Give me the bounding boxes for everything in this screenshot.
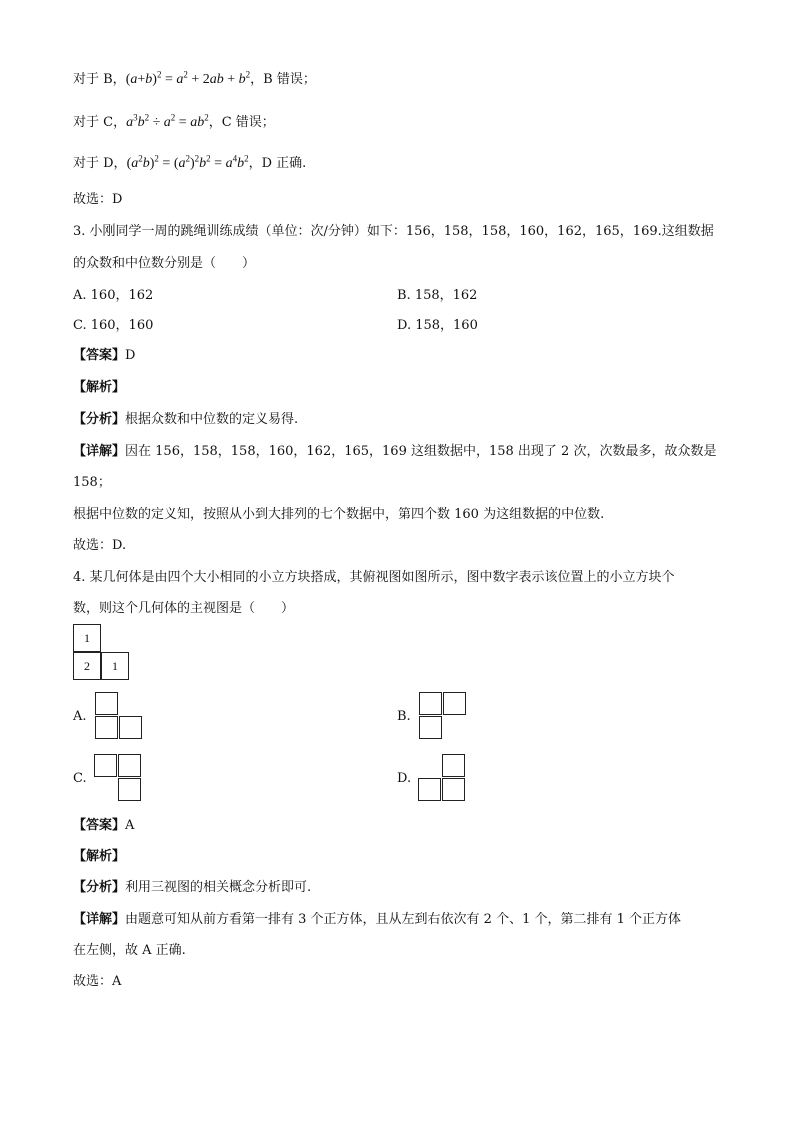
q4-conclusion: 故选：A: [73, 974, 122, 989]
square: [118, 754, 141, 777]
q4-fenxi: [73, 879, 311, 897]
solution-line-d: [73, 155, 306, 173]
q4-option-b-label: B.: [397, 709, 411, 724]
formula-c: $a^3b^2 \div a^2 = ab^2$: [126, 112, 209, 130]
square: [419, 692, 442, 715]
q3-option-d: D. 158，160: [397, 318, 478, 333]
q4-answer-label: 【答案】: [73, 818, 126, 833]
formula-b: $(a+b)^2 = a^2 + 2ab + b^2$: [125, 69, 251, 87]
q4-detail-line2: 在左侧，故 A 正确.: [73, 943, 186, 958]
solution-c-suffix: ，C 错误；: [208, 115, 275, 130]
formula-d: $(a^2b)^2 = (a^2)^2b^2 = a^4b^2$: [126, 153, 249, 171]
top-view-cell-bottom-right: 1: [101, 652, 129, 680]
q4-detail-text1: 由题意可知从前方看第一排有 3 个正方体，且从左到右依次有 2 个、1 个，第二排有 1 个正方体: [125, 912, 682, 927]
q4-analysis-label: 【解析】: [73, 849, 126, 864]
q3-fenxi: [73, 411, 298, 429]
q3-text-line1: 3. 小刚同学一周的跳绳训练成绩（单位：次/分钟）如下：156，158，158，160，162，165，169.这组数据: [73, 224, 714, 239]
top-view-cell-bottom-left: 2: [73, 652, 101, 680]
q4-option-d-label: D.: [397, 771, 412, 786]
q3-fenxi-text: 根据众数和中位数的定义易得.: [125, 412, 299, 427]
q4-fenxi-text: 利用三视图的相关概念分析即可.: [125, 880, 312, 895]
square: [95, 716, 118, 739]
q3-option-c: C. 160，160: [73, 318, 154, 333]
q3-detail-line1: [73, 443, 716, 461]
q3-answer: [73, 347, 135, 365]
square: [419, 716, 442, 739]
q3-fenxi-label: 【分析】: [73, 412, 126, 427]
q3-conclusion: 故选：D.: [73, 538, 127, 553]
top-view-grid: [73, 624, 133, 684]
q4-text-line1: 4. 某几何体是由四个大小相同的小立方块搭成，其俯视图如图所示，图中数字表示该位置上的小立方块个: [73, 570, 675, 585]
q4-option-a-label: A.: [73, 709, 87, 724]
prev-conclusion: 故选：D: [73, 192, 123, 207]
q3-analysis-label: 【解析】: [73, 380, 126, 395]
q3-option-a: A. 160，162: [73, 288, 154, 303]
square: [118, 778, 141, 801]
q4-fenxi-label: 【分析】: [73, 880, 126, 895]
square: [443, 692, 466, 715]
solution-line-c: [73, 114, 275, 132]
q3-detail-label: 【详解】: [73, 444, 126, 459]
square: [418, 778, 441, 801]
solution-b-prefix: 对于 B，: [73, 72, 126, 87]
solution-d-suffix: ，D 正确.: [248, 156, 307, 171]
q3-option-b: B. 158，162: [397, 288, 478, 303]
q3-text-line2: 的众数和中位数分别是（ ）: [73, 256, 256, 271]
q3-detail-text1: 因在 156，158，158，160，162，165，169 这组数据中，158 出现了 2 次，次数最多，故众数是: [125, 444, 717, 459]
top-view-cell-top-left: 1: [73, 624, 101, 652]
q4-option-c-label: C.: [73, 771, 87, 786]
square: [94, 754, 117, 777]
q4-answer-value: A: [125, 818, 135, 833]
q4-text-line2: 数，则这个几何体的主视图是（ ）: [73, 601, 295, 616]
square: [119, 716, 142, 739]
q3-answer-label: 【答案】: [73, 348, 126, 363]
square: [95, 692, 118, 715]
square: [442, 778, 465, 801]
solution-b-suffix: ，B 错误；: [250, 72, 316, 87]
q3-detail-line2: 158；: [73, 475, 111, 490]
q4-detail-label: 【详解】: [73, 912, 126, 927]
q3-detail-line3: 根据中位数的定义知，按照从小到大排列的七个数据中，第四个数 160 为这组数据的中位数.: [73, 507, 605, 522]
solution-c-prefix: 对于 C，: [73, 115, 127, 130]
solution-line-b: [73, 71, 316, 89]
q4-detail-line1: [73, 911, 681, 929]
square: [442, 754, 465, 777]
q3-answer-value: D: [125, 348, 136, 363]
q4-answer: [73, 817, 134, 835]
solution-d-prefix: 对于 D，: [73, 156, 127, 171]
